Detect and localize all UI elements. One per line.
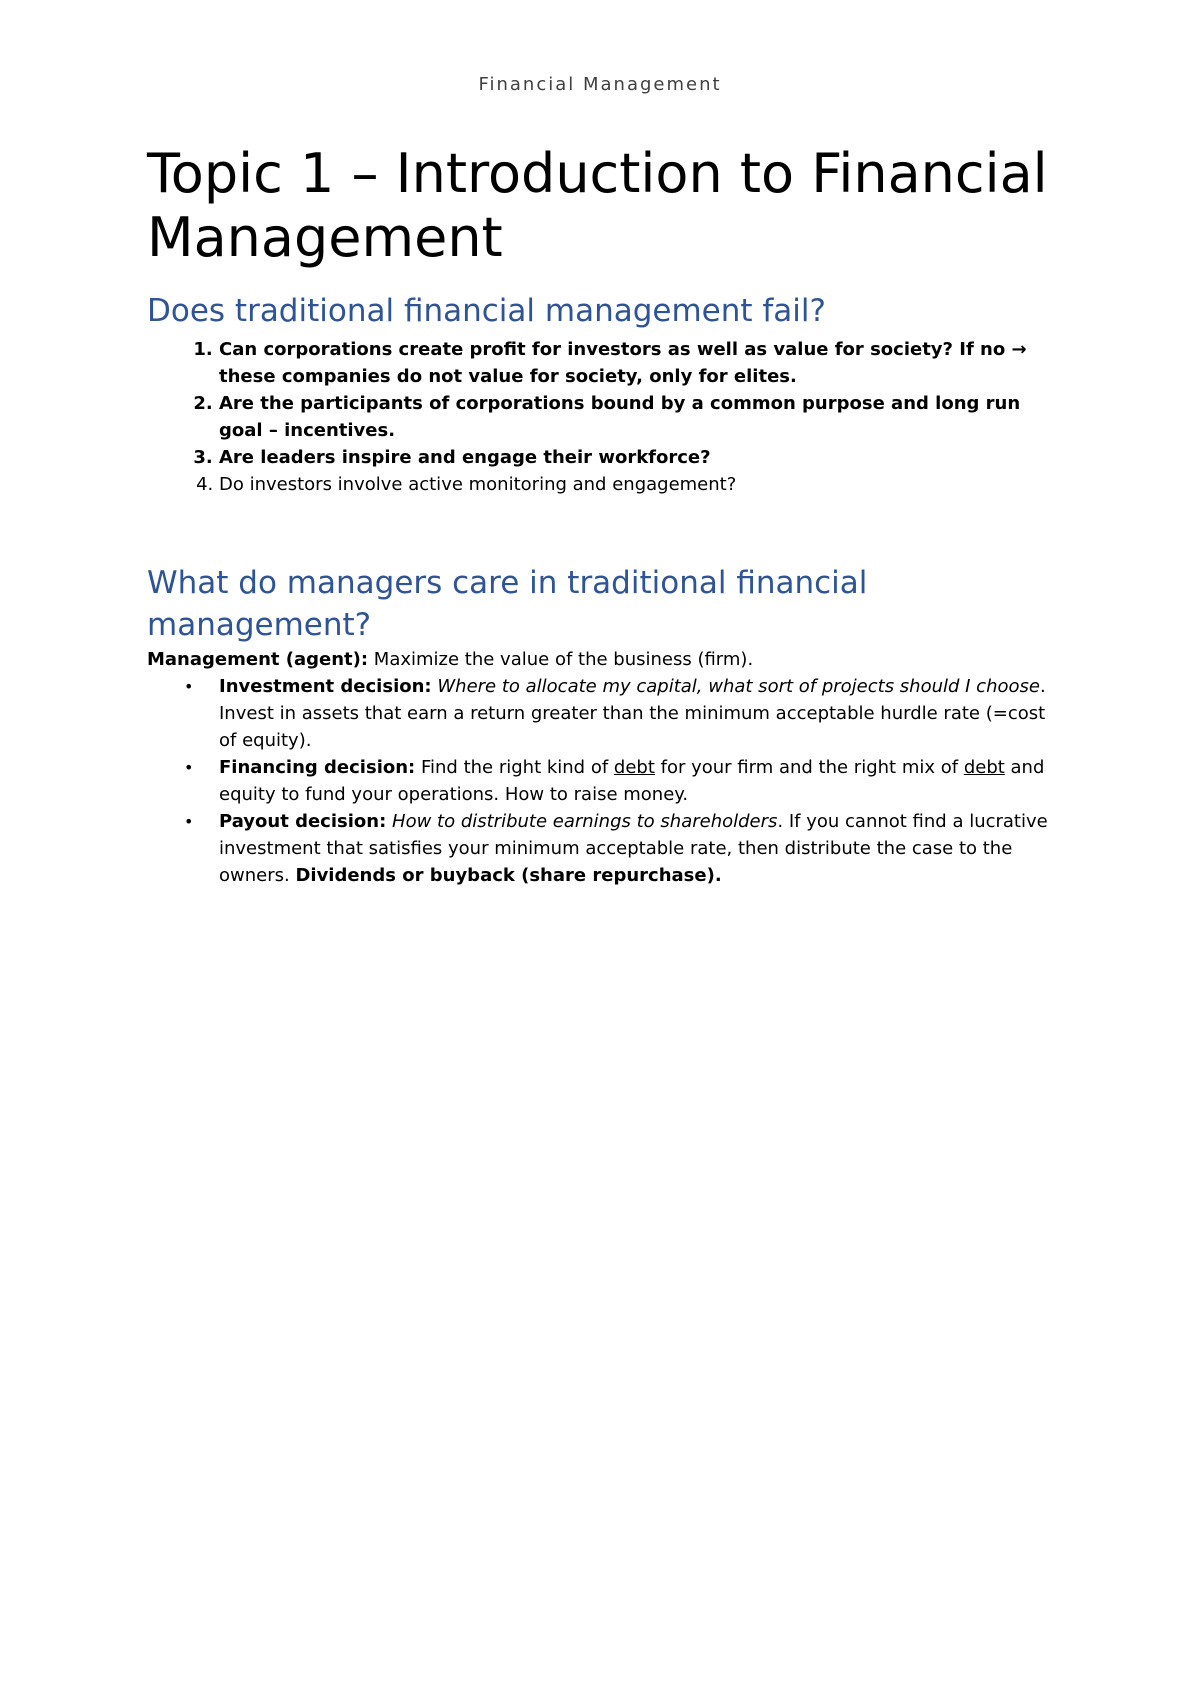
list-item-text: Can corporations create profit for investors as well as value for society? If no → these companies do not value for society, only for elites. xyxy=(219,339,1027,387)
document-body xyxy=(147,142,1067,889)
management-intro xyxy=(147,646,1067,673)
investment-rest: . Invest in assets that earn a return greater than the minimum acceptable hurdle rate (=cost of equity). xyxy=(219,676,1046,751)
management-text: Maximize the value of the business (firm). xyxy=(368,649,754,670)
list-item xyxy=(219,336,1067,390)
payout-label: Payout decision: xyxy=(219,811,387,832)
financing-label: Financing decision: xyxy=(219,757,416,778)
document-title: Topic 1 – Introduction to Financial Management xyxy=(147,142,1048,269)
payout-rest: . If you cannot find a lucrative investment that satisfies your minimum acceptable rate, then distribute the case to the owners. xyxy=(219,811,1048,886)
investment-italic: Where to allocate my capital, what sort of projects should I choose xyxy=(437,676,1040,697)
running-header: Financial Management xyxy=(478,74,722,95)
list-item-text: Are leaders inspire and engage their workforce? xyxy=(219,447,711,468)
list-item xyxy=(219,444,1067,471)
spacer xyxy=(147,498,1067,524)
question-list xyxy=(147,336,1067,498)
list-item xyxy=(219,390,1067,444)
financing-underline-2: debt xyxy=(963,757,1005,778)
section-heading-traditional-fail: Does traditional financial management fail? xyxy=(147,293,826,329)
list-item-investment xyxy=(184,673,1067,754)
investment-label: Investment decision: xyxy=(219,676,432,697)
payout-italic: How to distribute earnings to shareholders xyxy=(392,811,778,832)
management-label: Management (agent): xyxy=(147,649,369,670)
financing-underline-1: debt xyxy=(613,757,655,778)
payout-bold-end: Dividends or buyback (share repurchase). xyxy=(295,865,722,886)
list-item-financing xyxy=(184,754,1067,808)
financing-text-2: for your firm and the right mix of xyxy=(654,757,964,778)
list-item-text: Are the participants of corporations bound by a common purpose and long run goal – incentives. xyxy=(219,393,1021,441)
decision-list xyxy=(147,673,1067,889)
bullet-icon: • xyxy=(184,812,194,831)
bullet-icon: • xyxy=(184,677,194,696)
list-item xyxy=(219,471,1067,498)
section-heading-managers-care: What do managers care in traditional financial management? xyxy=(147,565,868,643)
financing-text-3: and equity to fund your operations. How to raise money. xyxy=(219,757,1045,805)
financing-text-1: Find the right kind of xyxy=(415,757,614,778)
bullet-icon: • xyxy=(184,758,194,777)
list-item-text: Do investors involve active monitoring and engagement? xyxy=(219,474,737,495)
list-item-payout xyxy=(184,808,1067,889)
